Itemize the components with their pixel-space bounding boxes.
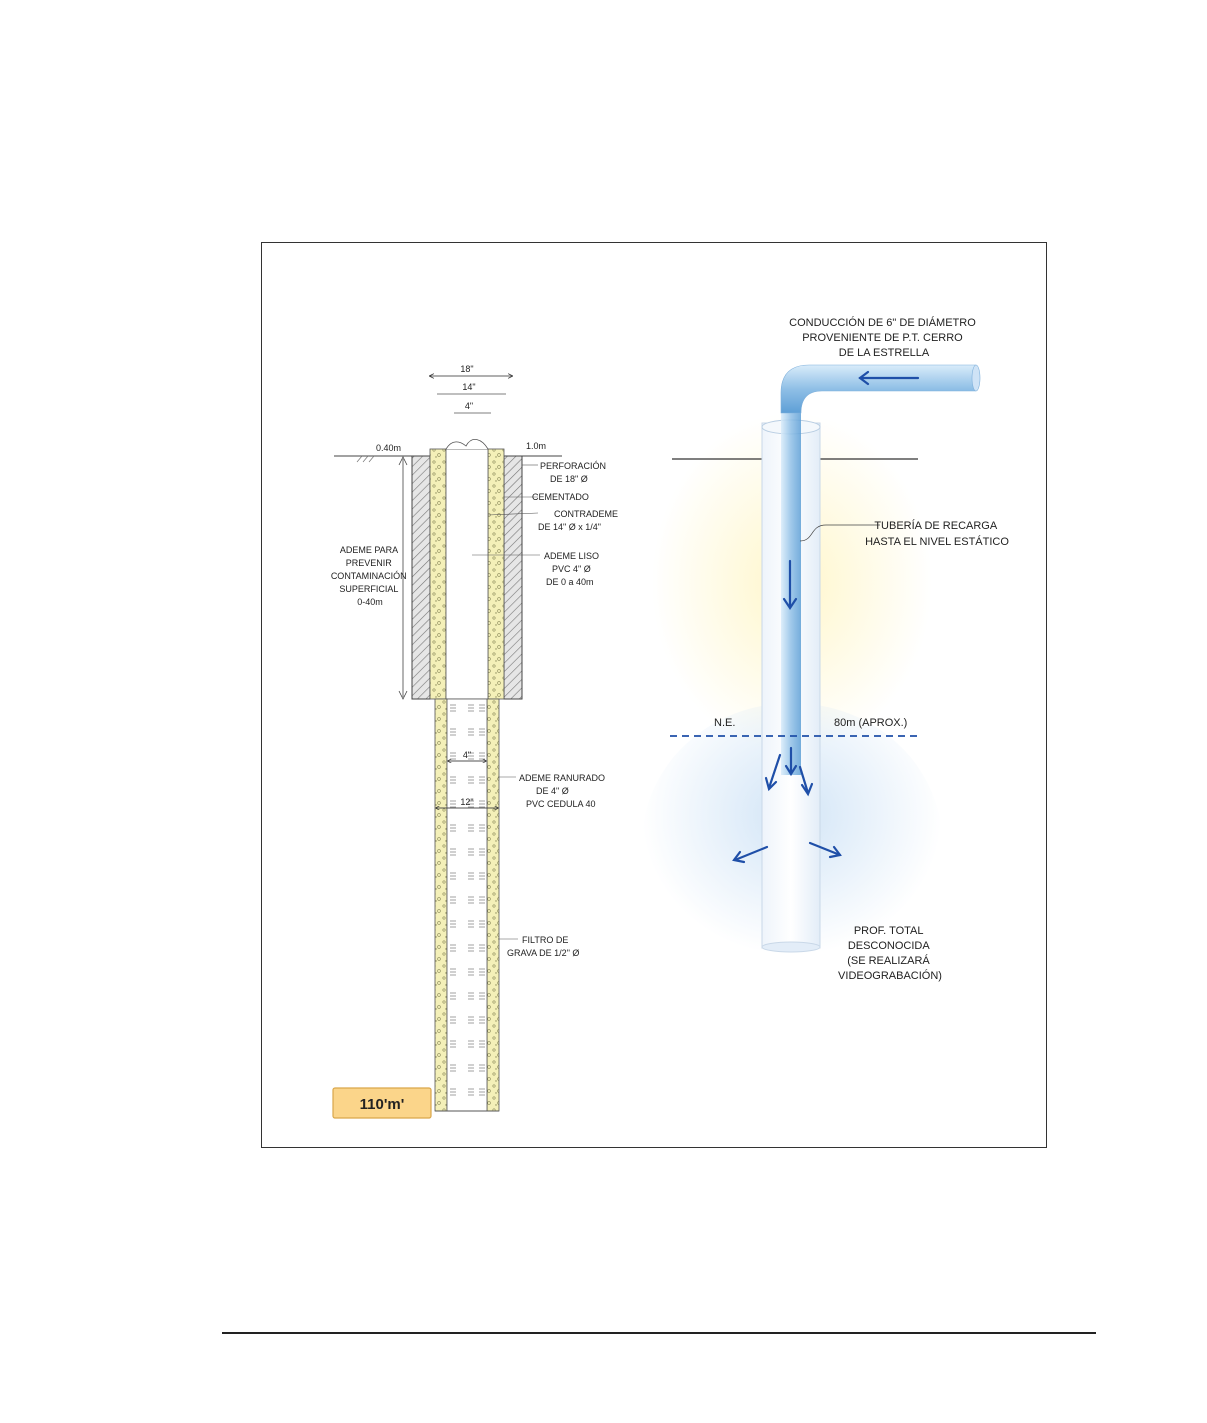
cement-annulus-right [488, 449, 504, 699]
conduccion-label: CONDUCCIÓN DE 6" DE DIÁMETRO PROVENIENTE DE P.T. CERRO DE LA ESTRELLA [789, 317, 976, 359]
smooth-casing [446, 449, 488, 699]
prof-total-label: PROF. TOTAL DESCONOCIDA (SE REALIZARÁ VIDEOGRABACIÓN) [838, 925, 942, 982]
dim-outer: 12" [460, 797, 474, 807]
right-well [642, 316, 1009, 983]
gravel-filter-left [435, 699, 447, 1111]
perforacion-label: PERFORACIÓN DE 18" Ø [540, 461, 607, 484]
perforation-wall-right [504, 456, 522, 699]
left-well [331, 364, 621, 1118]
dim-14: 14" [462, 382, 476, 392]
ademe-para-label: ADEME PARA PREVENIR CONTAMINACIÓN SUPERFICIAL 0-40m [330, 545, 407, 607]
ground-left-label: 0.40m [376, 443, 402, 453]
dim-4: 4" [464, 401, 474, 411]
ne-label: N.E. [714, 717, 736, 729]
cement-annulus-left [430, 449, 446, 699]
ademe-ranurado-label: ADEME RANURADO DE 4" Ø PVC CEDULA 40 [519, 773, 606, 809]
well-diagram [262, 243, 1048, 1149]
footer-rule [222, 1332, 1096, 1334]
ne-depth-label: 80m (APROX.) [834, 717, 908, 729]
dim-18: 18" [460, 364, 474, 374]
cementado-label: CEMENTADO [532, 492, 589, 502]
gravel-filter-right [487, 699, 499, 1111]
figure-frame [261, 242, 1047, 1148]
ground-right-label: 1.0m [526, 441, 547, 451]
tuberia-label: TUBERÍA DE RECARGA HASTA EL NIVEL ESTÁTICO [865, 520, 1009, 548]
ademe-liso-label: ADEME LISO PVC 4" Ø DE 0 a 40m [544, 551, 600, 587]
inlet-pipe [781, 365, 976, 413]
filtro-label: FILTRO DE GRAVA DE 1/2" Ø [507, 935, 580, 958]
contrademe-label: CONTRADEME DE 14" Ø x 1/4" [538, 509, 619, 532]
depth-badge-label: 110'm' [359, 1096, 405, 1113]
dim-inner: 4" [462, 750, 472, 760]
perforation-wall-left [412, 456, 430, 699]
